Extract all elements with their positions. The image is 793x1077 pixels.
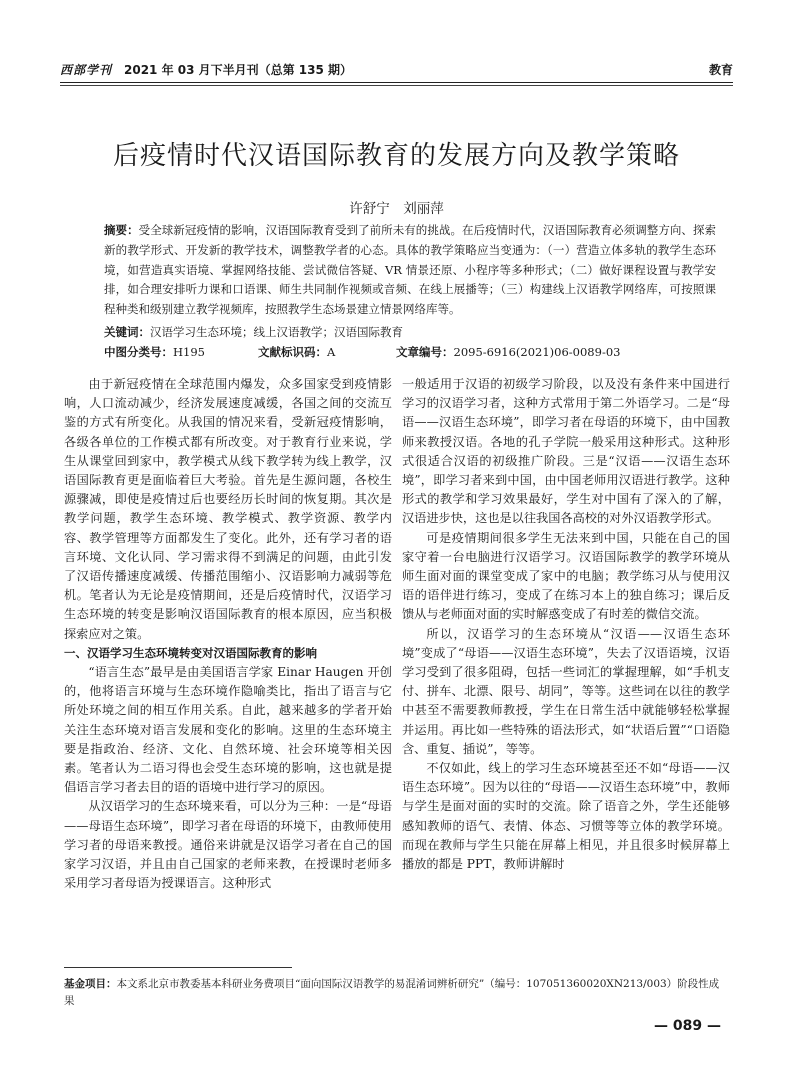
- article-value: 2095-6916(2021)06-0089-03: [453, 345, 621, 359]
- clc-number: [104, 343, 205, 362]
- paragraph: 一般适用于汉语的初级学习阶段，以及没有条件来中国进行学习的汉语学习者，这种方式常用于第二外语学习。二是“母语——汉语生态环境”，即学习者在母语的环境下，由中国教师来教授汉语。各地的孔子学院一般采用这种形式。这种形式很适合汉语的初级推广阶段。三是“汉语——汉语生态环境”，即学习者来到中国，由中国老师用汉语进行教学。这种形式的教学和学习效果最好，学生对中国有了深入的了解，汉语进步快，这也是以往我国各高校的对外汉语教学形式。: [402, 377, 730, 526]
- article-title: 后疫情时代汉语国际教育的发展方向及教学策略: [112, 141, 680, 171]
- keywords-label: 关键词：: [104, 325, 150, 339]
- page-number: — 089 —: [654, 1018, 721, 1034]
- paragraph: 所以，汉语学习的生态环境从“汉语——汉语生态环境”变成了“母语——汉语生态环境”，失去了汉语语境，汉语学习受到了很多阻碍，包括一些词汇的掌握理解，如“手机支付、拼车、北漂、限号、胡同”，等等。这些词在以往的教学中甚至不需要教师教授，学生在日常生活中就能够轻松掌握并运用。再比如一些特殊的语法形式，如“状语后置”“口语隐含、重复、插说”，等等。: [402, 626, 730, 756]
- section-label: 教育: [708, 63, 733, 77]
- paragraph: 不仅如此，线上的学习生态环境甚至还不如“母语——汉语生态环境”。因为以往的“母语——汉语生态环境”中，教师与学生是面对面的实时的交流。除了语音之外，学生还能够感知教师的语气、表情、体态、习惯等等立体的教学环境。而现在教师与学生只能在屏幕上相见，并且很多时候屏幕上播放的都是 PPT，教师讲解时: [402, 761, 730, 872]
- body-column-right: [402, 375, 730, 874]
- paragraph: 从汉语学习的生态环境来看，可以分为三种：一是“母语——母语生态环境”，即学习者在母语的环境下，由教师使用学习者的母语来教授。通俗来讲就是汉语学习者在自己的国家学习汉语，并且由自己国家的老师来教，在授课时老师多采用学习者母语为授课语言。这种形式: [64, 799, 392, 891]
- keywords-text: 汉语学习生态环境；线上汉语教学；汉语国际教育: [150, 325, 403, 339]
- paragraph: 可是疫情期间很多学生无法来到中国，只能在自己的国家守着一台电脑进行汉语学习。汉语国际教学的教学环境从师生面对面的课堂变成了家中的电脑；教学练习从与使用汉语的语伴进行练习，变成了在练习本上的独自练习；课后反馈从与老师面对面的实时解惑变成了有时差的微信交流。: [402, 530, 730, 622]
- abstract-label: 摘要：: [104, 223, 139, 237]
- doc-code: [258, 343, 335, 362]
- journal-name: 西部学刊: [60, 63, 113, 77]
- doc-label: 文献标识码：: [258, 345, 327, 359]
- clc-value: H195: [173, 345, 205, 359]
- clc-label: 中图分类号：: [104, 345, 173, 359]
- abstract: [104, 221, 716, 320]
- doc-value: A: [327, 345, 336, 359]
- article-label: 文章编号：: [396, 345, 454, 359]
- paragraph: 由于新冠疫情在全球范围内爆发，众多国家受到疫情影响，人口流动减少，经济发展速度减缓，各国之间的交流互鉴的方式有所变化。从我国的情况来看，受新冠疫情影响，各级各单位的工作模式都有所改变。对于教育行业来说，学生从课堂回到家中，教学模式从线下教学转为线上教学，汉语国际教育更是面临着巨大考验。首先是生源问题，各校生源骤减，即使是疫情过后也要经历长时间的恢复期。其次是教学问题，教学生态环境、教学模式、教学资源、教学内容、教学管理等方面都发生了变化。此外，还有学习者的语言环境、文化认同、学习需求得不到满足的问题，由此引发了汉语传播速度减缓、传播范围缩小、汉语影响力减弱等危机。笔者认为无论是疫情期间，还是后疫情时代，汉语学习生态环境的转变是影响汉语国际教育的根本原因，应当积极探索应对之策。: [64, 377, 392, 641]
- issue-info: 2021 年 03 月下半月刊（总第 135 期）: [124, 63, 353, 77]
- footnote-rule: [64, 967, 292, 968]
- running-header: [60, 60, 733, 83]
- section-heading: 一、汉语学习生态环境转变对汉语国际教育的影响: [64, 645, 317, 660]
- article-number: [396, 343, 620, 362]
- authors: 许舒宁 刘丽萍: [349, 201, 444, 217]
- footnote-text: 本文系北京市教委基本科研业务费项目“面向国际汉语教学的易混淆词辨析研究”（编号：107051360020XN213/003）阶段性成果: [64, 978, 720, 1007]
- body-column-left: [64, 375, 392, 893]
- funding-footnote: [64, 976, 728, 1010]
- paragraph: “语言生态”最早是由美国语言学家 Einar Haugen 开创的，他将语言环境与生态环境作隐喻类比，指出了语言与它所处环境之间的相互作用关系。自此，越来越多的学者开始关注生态环境对语言发展和变化的影响。这里的生态环境主要是指政治、经济、文化、自然环境、社会环境等相关因素。笔者认为二语习得也会受生态环境的影响，这也就是提倡语言学习者去目的语的语境中进行学习的原因。: [64, 665, 392, 795]
- abstract-text: 受全球新冠疫情的影响，汉语国际教育受到了前所未有的挑战。在后疫情时代，汉语国际教育必须调整方向、探索新的教学形式、开发新的教学技术，调整教学者的心态。具体的教学策略应当变通为：（一）营造立体多轨的教学生态环境，如营造真实语境、掌握网络技能、尝试微信答疑、VR 情景还原、小程序等多种形式；（二）做好课程设置与教学安排，如合理安排听力课和口语课、师生共同制作视频或音频、在线上展播等；（三）构建线上汉语教学网络库，可按照课程种类和级别建立教学视频库，按照教学生态场景建立情景网络库等。: [104, 223, 717, 317]
- keywords: [104, 323, 716, 342]
- footnote-label: 基金项目：: [64, 978, 117, 990]
- header-rule: [60, 85, 733, 86]
